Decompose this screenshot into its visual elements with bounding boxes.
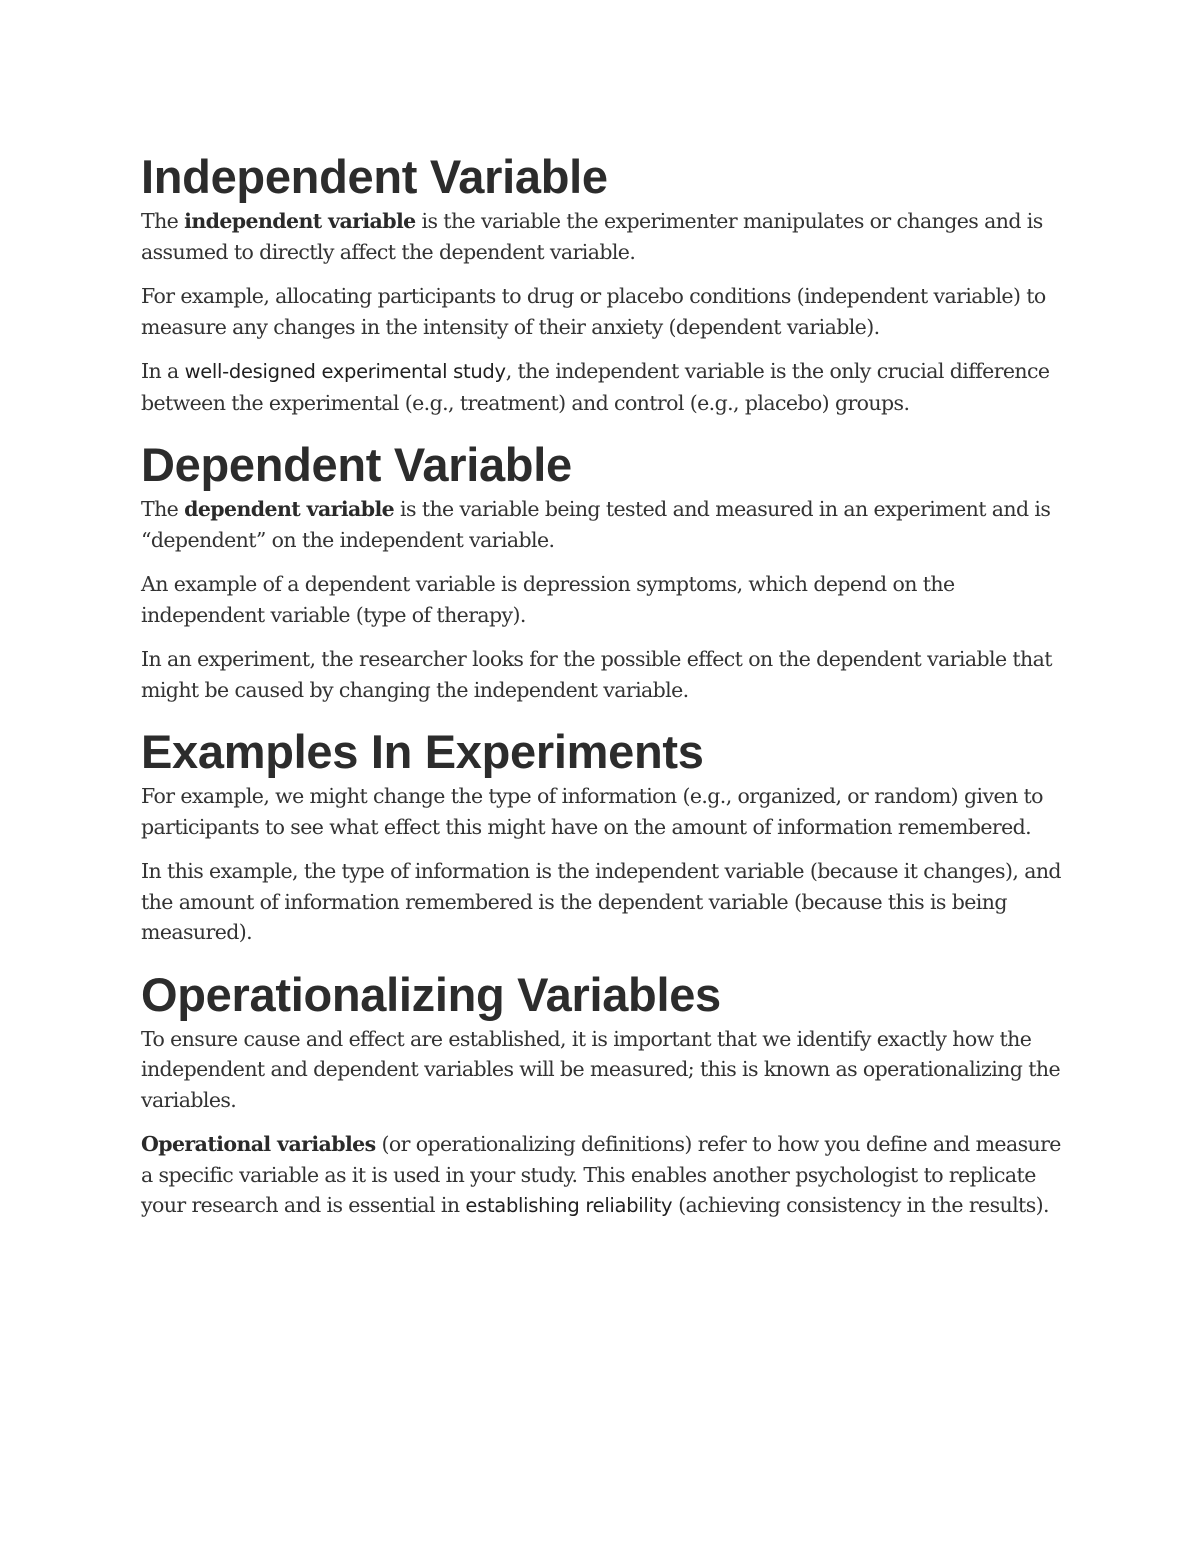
link-well-designed-experimental-study[interactable]: well-designed experimental study — [184, 360, 506, 383]
paragraph: In this example, the type of information is the independent variable (because it changes), and the amount of information remembered is the dependent variable (because this is being measured). — [141, 859, 1061, 944]
text: (or operationalizing definitions) refer to how you define and measure a specific variable as it is used in your study. This enables another psychologist to replicate your research and is essential in — [141, 1132, 1061, 1217]
text: is the variable the experimenter manipulates or changes and is assumed to directly affect the dependent variable. — [141, 209, 1043, 264]
text: , the independent variable is the only crucial difference between the experimental (e.g., treatment) and control (e.g., placebo) groups. — [141, 359, 1050, 415]
section-heading: Operationalizing Variables — [141, 967, 721, 1021]
bold-term: dependent variable — [184, 497, 395, 521]
paragraph: To ensure cause and effect are established, it is important that we identify exactly how the independent and dependent variables will be measured; this is known as operationalizing the variables. — [141, 1026, 1060, 1112]
link-establishing-reliability[interactable]: establishing reliability — [465, 1194, 673, 1217]
text: In a — [141, 359, 185, 383]
paragraph: An example of a dependent variable is depression symptoms, which depend on the independent variable (type of therapy). — [141, 572, 955, 627]
text: is the variable being tested and measured in an experiment and is “dependent” on the independent variable. — [141, 497, 1051, 552]
text: (achieving consistency in the results). — [672, 1193, 1049, 1217]
paragraph: For example, allocating participants to drug or placebo conditions (independent variable) to measure any changes in the intensity of their anxiety (dependent variable). — [141, 284, 1046, 339]
paragraph — [141, 356, 1061, 418]
section-heading: Dependent Variable — [141, 438, 572, 491]
bold-term: Operational variables — [141, 1132, 376, 1156]
text: The — [141, 497, 185, 521]
paragraph: For example, we might change the type of information (e.g., organized, or random) given to participants to see what effect this might have on the amount of information remembered. — [141, 784, 1043, 839]
section-heading: Examples In Experiments — [141, 725, 704, 778]
paragraph — [141, 1129, 1061, 1222]
section-independent-variable — [141, 148, 1061, 418]
section-dependent-variable — [141, 436, 1061, 705]
paragraph: In an experiment, the researcher looks for the possible effect on the dependent variable that might be caused by changing the independent variable. — [141, 647, 1052, 702]
bold-term: independent variable — [184, 209, 416, 233]
section-examples-in-experiments — [141, 723, 1061, 948]
section-heading: Independent Variable — [141, 150, 608, 203]
paragraph — [141, 494, 1061, 555]
paragraph — [141, 206, 1061, 267]
document-page — [141, 148, 1061, 1236]
text: The — [141, 209, 185, 233]
section-operationalizing-variables — [141, 966, 1061, 1222]
